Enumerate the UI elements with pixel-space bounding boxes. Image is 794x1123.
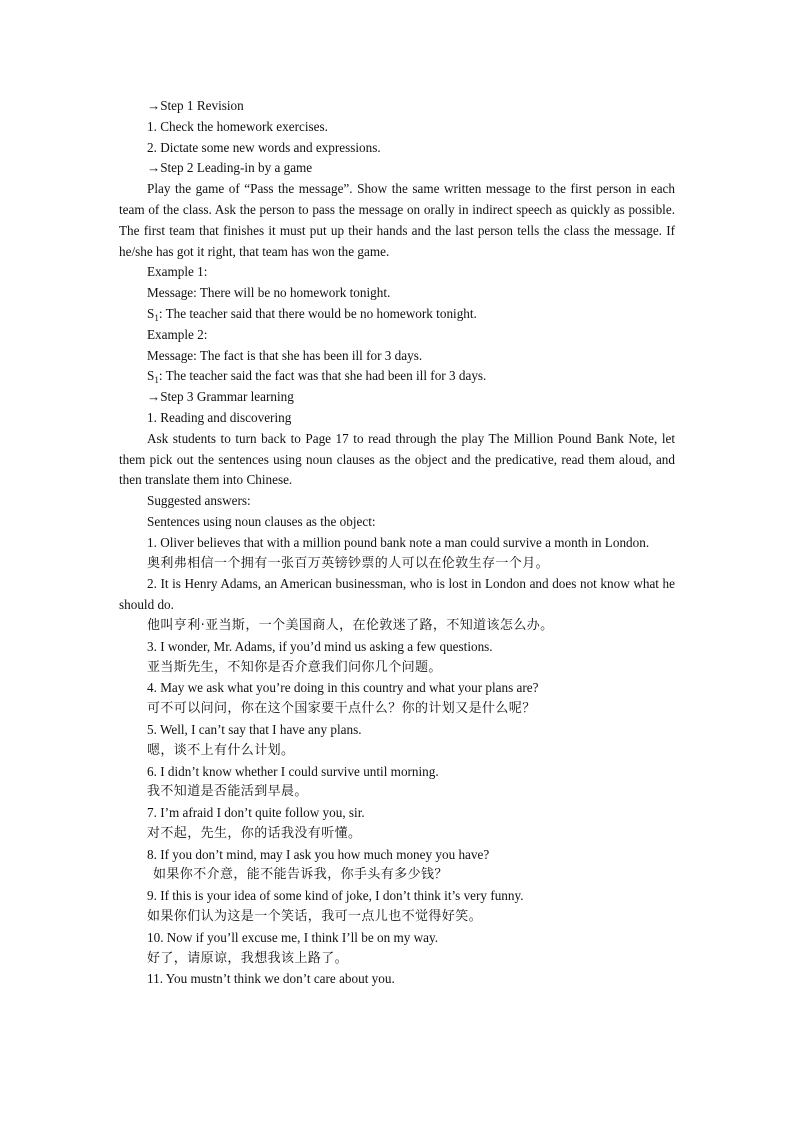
sentence-en: 7. I’m afraid I don’t quite follow you, sir.	[147, 805, 365, 821]
sentence-en: 2. It is Henry Adams, an American businessman, who is lost in London and does not know what he should do.	[119, 576, 675, 613]
sentence-zh: 可不可以问问，你在这个国家要干点什么？你的计划又是什么呢？	[147, 701, 536, 717]
sentence-en: 6. I didn’t know whether I could survive until morning.	[147, 763, 439, 779]
sentence-en: 4. May we ask what you’re doing in this country and what your plans are?	[147, 680, 539, 696]
sentence-zh: 嗯，谈不上有什么计划。	[147, 742, 295, 758]
example1-label: Example 1:	[147, 264, 208, 280]
example1-message: Message: There will be no homework tonight.	[147, 285, 391, 301]
sentence-en: 1. Oliver believes that with a million pound bank note a man could survive a month in London.	[147, 534, 650, 550]
example2-message: Message: The fact is that she has been ill for 3 days.	[147, 347, 423, 363]
sentence-en: 8. If you don’t mind, may I ask you how much money you have?	[147, 846, 490, 862]
student-answer: : The teacher said that there would be no homework tonight.	[158, 305, 477, 321]
step1-heading: →Step 1 Revision	[147, 98, 244, 113]
sentence-zh: 对不起，先生，你的话我没有听懂。	[147, 825, 362, 841]
document-page	[119, 96, 675, 990]
step1-item-2: 2. Dictate some new words and expressions.	[147, 139, 381, 155]
sentence-zh: 我不知道是否能活到早晨。	[147, 784, 308, 800]
sentence-zh: 如果你不介意，能不能告诉我，你手头有多少钱？	[153, 867, 448, 883]
example2-student	[119, 366, 675, 387]
student-subscript: 1	[154, 312, 159, 323]
object-clauses-heading: Sentences using noun clauses as the object:	[147, 513, 376, 529]
sentence-en: 5. Well, I can’t say that I have any plans.	[147, 721, 362, 737]
example2-label: Example 2:	[147, 326, 208, 342]
sentence-zh: 亚当斯先生，不知你是否介意我们问你几个问题。	[147, 659, 442, 675]
student-subscript: 1	[154, 375, 159, 386]
sentence-zh: 他叫亨利·亚当斯，一个美国商人，在伦敦迷了路，不知道该怎么办。	[147, 617, 554, 633]
sentence-en: 11. You mustn’t think we don’t care about you.	[147, 971, 395, 987]
sentence-en: 9. If this is your idea of some kind of joke, I don’t think it’s very funny.	[147, 888, 524, 904]
step2-heading: →Step 2 Leading-in by a game	[147, 160, 313, 176]
step3-item-1: 1. Reading and discovering	[147, 409, 292, 425]
example1-student	[119, 304, 675, 325]
sentence-zh: 奥利弗相信一个拥有一张百万英镑钞票的人可以在伦敦生存一个月。	[147, 555, 550, 571]
student-label: S	[147, 305, 155, 321]
game-paragraph: Play the game of “Pass the message”. Show the same written message to the first person in each team of the class. Ask the person to pass the message on orally in indirect speech as quickly as possible. The first team that finishes it must put up their hands and the last person tells the class the message. If he/she has got it right, that team has won the game.	[119, 181, 675, 259]
sentence-en: 10. Now if you’ll excuse me, I think I’ll be on my way.	[147, 929, 439, 945]
sentence-zh: 好了，请原谅，我想我该上路了。	[147, 950, 349, 966]
step1-item-1: 1. Check the homework exercises.	[147, 118, 328, 134]
sentence-zh: 如果你们认为这是一个笑话，我可一点儿也不觉得好笑。	[147, 909, 483, 925]
reading-paragraph: Ask students to turn back to Page 17 to read through the play The Million Pound Bank Note, let them pick out the sentences using noun clauses as the object and the predicative, read them aloud, and then translate them into Chinese.	[119, 430, 675, 488]
sentence-en: 3. I wonder, Mr. Adams, if you’d mind us asking a few questions.	[147, 638, 493, 654]
student-label: S	[147, 368, 155, 384]
student-answer: : The teacher said the fact was that she had been ill for 3 days.	[158, 368, 487, 384]
suggested-answers-label: Suggested answers:	[147, 493, 251, 509]
step3-heading: →Step 3 Grammar learning	[147, 389, 294, 405]
